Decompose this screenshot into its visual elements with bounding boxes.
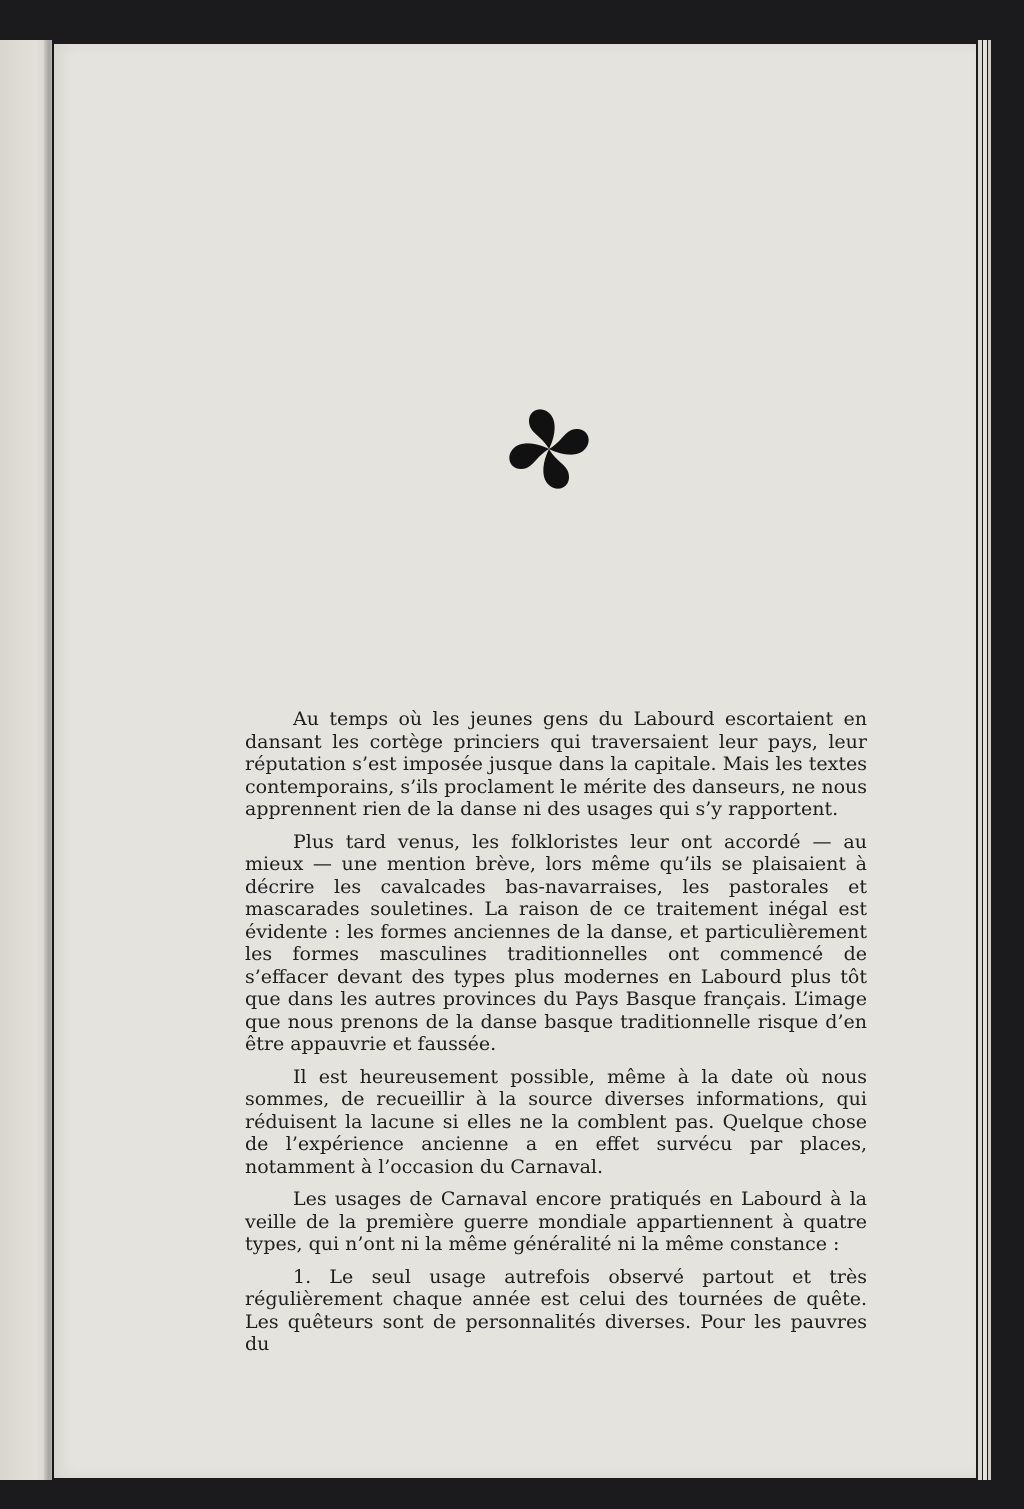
paragraph: Au temps où les jeunes gens du Labourd escortaient en dansant les cortège princiers qui traversaient leur pays, leur réputation s’est imposée jusque dans la capitale. Mais les textes contemporains, s’ils proclament le mérite des danseurs, ne nous apprennent rien de la danse ni des usages qui s’y rapportent.	[245, 708, 867, 820]
book-page	[54, 44, 976, 1478]
page-stack-edge	[983, 40, 987, 1480]
page-stack-edge	[988, 40, 991, 1480]
book-gutter	[44, 40, 54, 1480]
lauburu-basque-cross-icon	[499, 399, 599, 499]
paragraph: Il est heureusement possible, même à la date où nous sommes, de recueillir à la source diverses informations, qui réduisent la lacune si elles ne la comblent pas. Quelque chose de l’expérience ancienne a en effet survécu par places, notamment à l’occasion du Carnaval.	[245, 1065, 867, 1178]
paragraph: Plus tard venus, les folkloristes leur ont accordé — au mieux — une mention brève, lors même qu’ils se plaisaient à décrire les cavalcades bas-navarraises, les pastorales et mascarades souletines. La raison de ce traitement inégal est évidente : les formes anciennes de la danse, et particulièrement les formes masculines traditionnelles ont commencé de s’effacer devant des types plus modernes en Labourd plus tôt que dans les autres provinces du Pays Basque français. L’image que nous prenons de la danse basque traditionnelle risque d’en être appauvrie et faussée.	[245, 830, 867, 1055]
paragraph: 1. Le seul usage autrefois observé partout et très régulièrement chaque année est celui des tournées de quête. Les quêteurs sont de personnalités diverses. Pour les pauvres du	[245, 1265, 867, 1355]
paragraph: Les usages de Carnaval encore pratiqués en Labourd à la veille de la première guerre mondiale appartiennent à quatre types, qui n’ont ni la même généralité ni la même constance :	[245, 1188, 867, 1255]
page-stack-edge	[978, 40, 982, 1480]
body-text	[245, 708, 867, 1366]
